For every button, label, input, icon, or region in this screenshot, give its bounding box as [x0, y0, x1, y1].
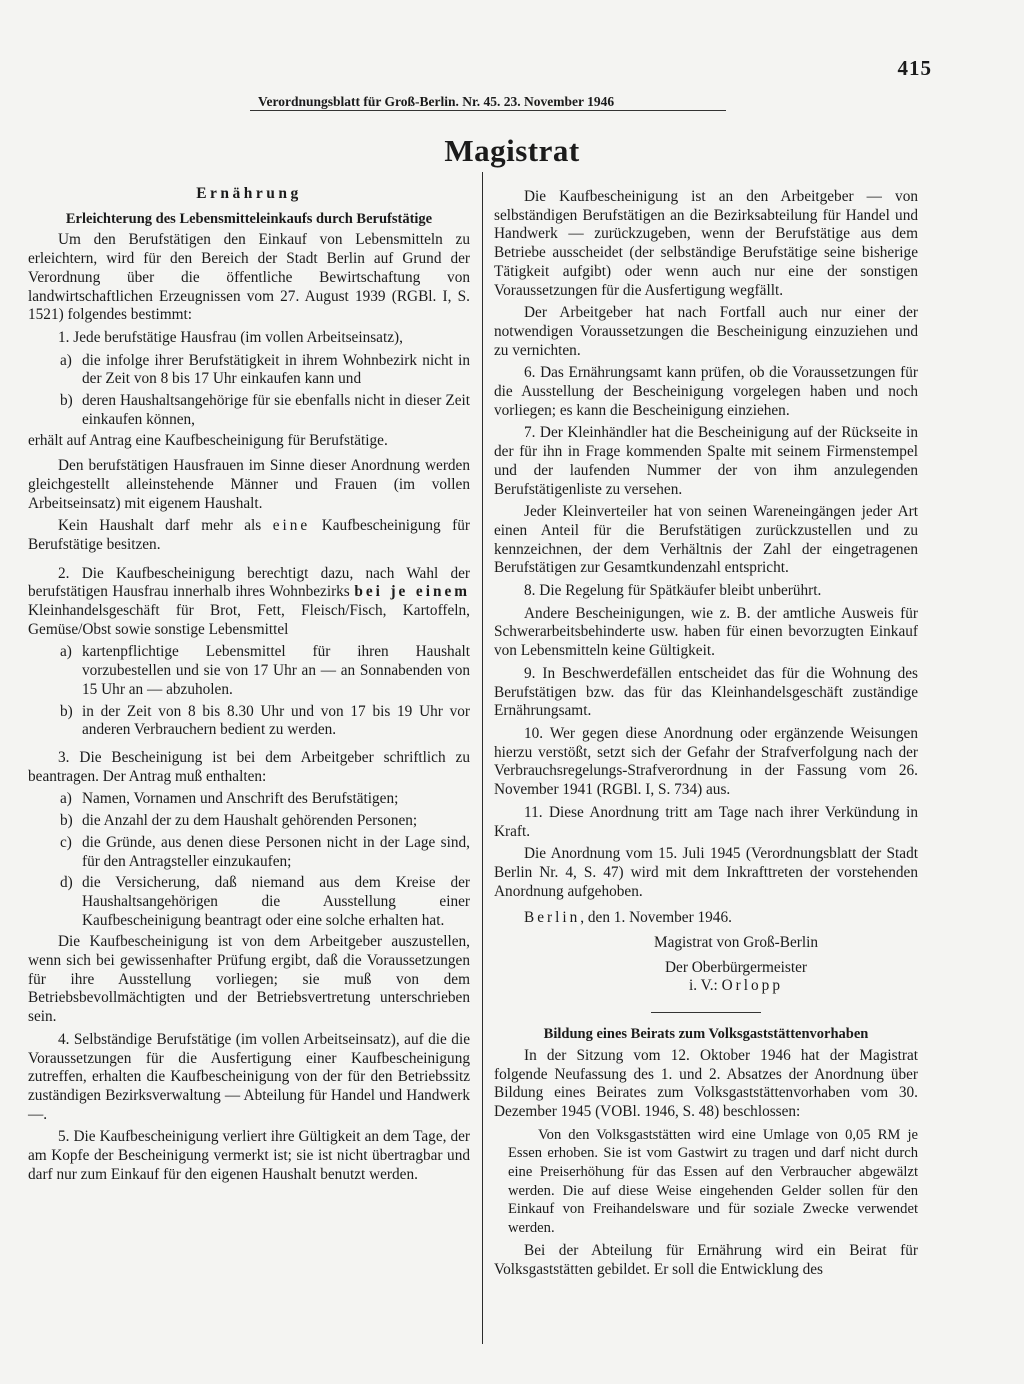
paragraph: Von den Volksgaststätten wird eine Umlage von 0,05 RM je Essen erhoben. Sie ist vom Gastwirt zu tragen und darf nicht durch eine Preiserhöhung für das Essen auf den Verbraucher abgewälzt werden. Die auf diese Weise eingehenden Gelder sollen für den Einkauf von Freihandelsware und für soziale Zwecke verwendet werden. [508, 1126, 918, 1237]
signature-authority: Magistrat von Groß-Berlin [654, 934, 818, 952]
paragraph: 7. Der Kleinhändler hat die Bescheinigung auf der Rückseite in der für ihn in Frage kommenden Spalte mit seinem Firmenstempel und der laufenden Nummer der von ihm anzulegenden Berufstätigenliste zu versehen. [494, 424, 918, 498]
column-divider [482, 172, 483, 1344]
signature-title: Der Oberbürgermeister [664, 958, 807, 976]
paragraph: Der Arbeitgeber hat nach Fortfall auch nur einer der notwendigen Voraussetzungen die Bescheinigung einzuziehen und zu vernichten. [494, 304, 918, 359]
section-heading: Ernährung [196, 185, 302, 202]
paragraph: 1. Jede berufstätige Hausfrau (im vollen Arbeitseinsatz), [58, 328, 403, 346]
paragraph: 3. Die Bescheinigung ist bei dem Arbeitgeber schriftlich zu beantragen. Der Antrag muß enthalten: [28, 748, 470, 785]
paragraph: Die Kaufbescheinigung ist an den Arbeitgeber — von selbständigen Berufstätigen an die Bezirksabteilung für Handel und Handwerk — zurückzugeben, wenn der Berufstätige aus dem Betriebe ausscheidet (der selbständige Berufstätige seine bisherige Tätigkeit aufgibt) oder wenn auch nur eine der sonstigen Voraussetzungen für die Ausfertigung wegfällt. [494, 188, 918, 299]
list-item: a) die infolge ihrer Berufstätigkeit in ihrem Wohnbezirk nicht in der Zeit von 8 bis 17 Uhr einkaufen kann und [60, 351, 470, 388]
paragraph: 6. Das Ernährungsamt kann prüfen, ob die Voraussetzungen für die Ausstellung der Bescheinigung vorgelegen haben und noch vorliegen; es kann die Bescheinigung einziehen. [494, 364, 918, 419]
paragraph: Kein Haushalt darf mehr als eine Kaufbescheinigung für Berufstätige besitzen. [28, 517, 470, 553]
paragraph: 10. Wer gegen diese Anordnung oder ergänzende Weisungen hierzu verstößt, setzt sich der Gefahr der Strafverfolgung nach der Verbrauchsregelungs-Strafverordnung in der Fassung vom 26. November 1941 (RGBl. I, S. 734) aus. [494, 724, 918, 799]
page-number: 415 [897, 56, 932, 80]
article-heading: Bildung eines Beirats zum Volksgaststättenvorhaben [543, 1026, 869, 1043]
paragraph: Die Anordnung vom 15. Juli 1945 (Verordnungsblatt der Stadt Berlin Nr. 4, S. 47) wird mit dem Inkrafttreten der vorstehenden Anordnung aufgehoben. [494, 845, 918, 900]
list-item: b) in der Zeit von 8 bis 8.30 Uhr und von 17 bis 19 Uhr vor anderen Verbrauchern bedient zu werden. [60, 702, 470, 739]
paragraph: Den berufstätigen Hausfrauen im Sinne dieser Anordnung werden gleichgestellt alleinstehende Männer und Frauen (im vollen Arbeitseinsatz) mit eigenem Haushalt. [28, 457, 470, 512]
paragraph: 2. Die Kaufbescheinigung berechtigt dazu, nach Wahl der berufstätigen Hausfrau innerhalb ihres Wohnbezirks bei je einem Kleinhandelsgeschäft für Brot, Fett, Fleisch/Fisch, Kartoffeln, Gemüse/Obst sowie sonstige Lebensmittel [28, 564, 470, 638]
right-column [494, 188, 918, 1283]
paragraph: 11. Diese Anordnung tritt am Tage nach ihrer Verkündung in Kraft. [494, 803, 918, 840]
paragraph: Bei der Abteilung für Ernährung wird ein Beirat für Volksgaststätten gebildet. Er soll die Entwicklung des [494, 1241, 918, 1278]
paragraph: Die Kaufbescheinigung ist von dem Arbeitgeber auszustellen, wenn sich bei gewissenhafter Prüfung ergibt, daß die Voraussetzungen für ihre Ausstellung vorliegen; sie muß von dem Betriebsbevollmächtigten und der Betriebsvertretung unterschrieben sein. [28, 933, 470, 1026]
list-item: b) deren Haushaltsangehörige für sie ebenfalls nicht in dieser Zeit einkaufen können, [60, 392, 470, 428]
list-item: a) Namen, Vornamen und Anschrift des Berufstätigen; [60, 790, 399, 808]
paragraph: Um den Berufstätigen den Einkauf von Lebensmitteln zu erleichtern, wird für den Bereich der Stadt Berlin auf Grund der Verordnung über die öffentliche Bewirtschaftung von landwirtschaftlichen Erzeugnissen vom 27. August 1939 (RGBl. I, S. 1521) folgendes bestimmt: [28, 231, 470, 324]
paragraph: In der Sitzung vom 12. Oktober 1946 hat der Magistrat folgende Neufassung des 1. und 2. Absatzes der Anordnung über Bildung eines Beirates zum Volksgaststättenvorhaben vom 30. Dezember 1945 (VOBl. 1946, S. 48) beschlossen: [494, 1046, 918, 1120]
paragraph: 8. Die Regelung für Spätkäufer bleibt unberührt. [524, 582, 822, 600]
signature-name: i. V.: Orlopp [689, 977, 783, 995]
paragraph: 9. In Beschwerdefällen entscheidet das für die Wohnung des Berufstätigen bzw. das für das Kleinhandelsgeschäft zuständige Ernährungsamt. [494, 664, 918, 720]
paragraph: Andere Bescheinigungen, wie z. B. der amtliche Ausweis für Schwerarbeitsbehinderte usw. haben für einen bevorzugten Einkauf von Lebensmitteln keine Gültigkeit. [494, 604, 918, 660]
date-line: Berlin, den 1. November 1946. [524, 909, 732, 927]
paragraph: erhält auf Antrag eine Kaufbescheinigung für Berufstätige. [28, 432, 388, 450]
paragraph: 4. Selbständige Berufstätige (im vollen Arbeitseinsatz), auf die die Voraussetzungen für die Ausfertigung einer Kaufbescheinigung zutreffen, erhalten die Kaufbescheinigung von der für den Betriebssitz zuständigen Bezirksverwaltung — Abteilung für Handel und Handwerk —. [28, 1030, 470, 1123]
section-divider [651, 1012, 761, 1013]
page-title: Magistrat [444, 133, 580, 168]
running-header: Verordnungsblatt für Groß-Berlin. Nr. 45. 23. November 1946 [258, 94, 615, 109]
list-item: c) die Gründe, aus denen diese Personen nicht in der Lage sind, für den Antragsteller einzukaufen; [60, 833, 470, 870]
paragraph: 5. Die Kaufbescheinigung verliert ihre Gültigkeit an dem Tage, der am Kopfe der Bescheinigung vermerkt ist; sie ist nicht übertragbar und darf nur zum Einkauf für den eigenen Haushalt benutzt werden. [28, 1128, 470, 1183]
left-column [28, 185, 470, 1188]
article-heading: Erleichterung des Lebensmitteleinkaufs durch Berufstätige [65, 210, 433, 227]
paragraph: Jeder Kleinverteiler hat von seinen Wareneingängen jeder Art einen Anteil für die Berufstätigen zurückzustellen und zu kennzeichnen, der dem Verhältnis der Zahl der eingetragenen Berufstätigen zur Gesamtkundenzahl entspricht. [494, 503, 918, 577]
header-rule [250, 110, 726, 111]
list-item: b) die Anzahl der zu dem Haushalt gehörenden Personen; [60, 812, 418, 830]
list-item: d) die Versicherung, daß niemand aus dem Kreise der Haushaltsangehörigen die Ausstellung einer Kaufbescheinigung beantragt oder eine solche erhalten hat. [60, 874, 470, 929]
list-item: a) kartenpflichtige Lebensmittel für ihren Haushalt vorzubestellen und sie von 17 Uhr an — an Sonnabenden von 15 Uhr an — abzuholen. [60, 643, 470, 698]
